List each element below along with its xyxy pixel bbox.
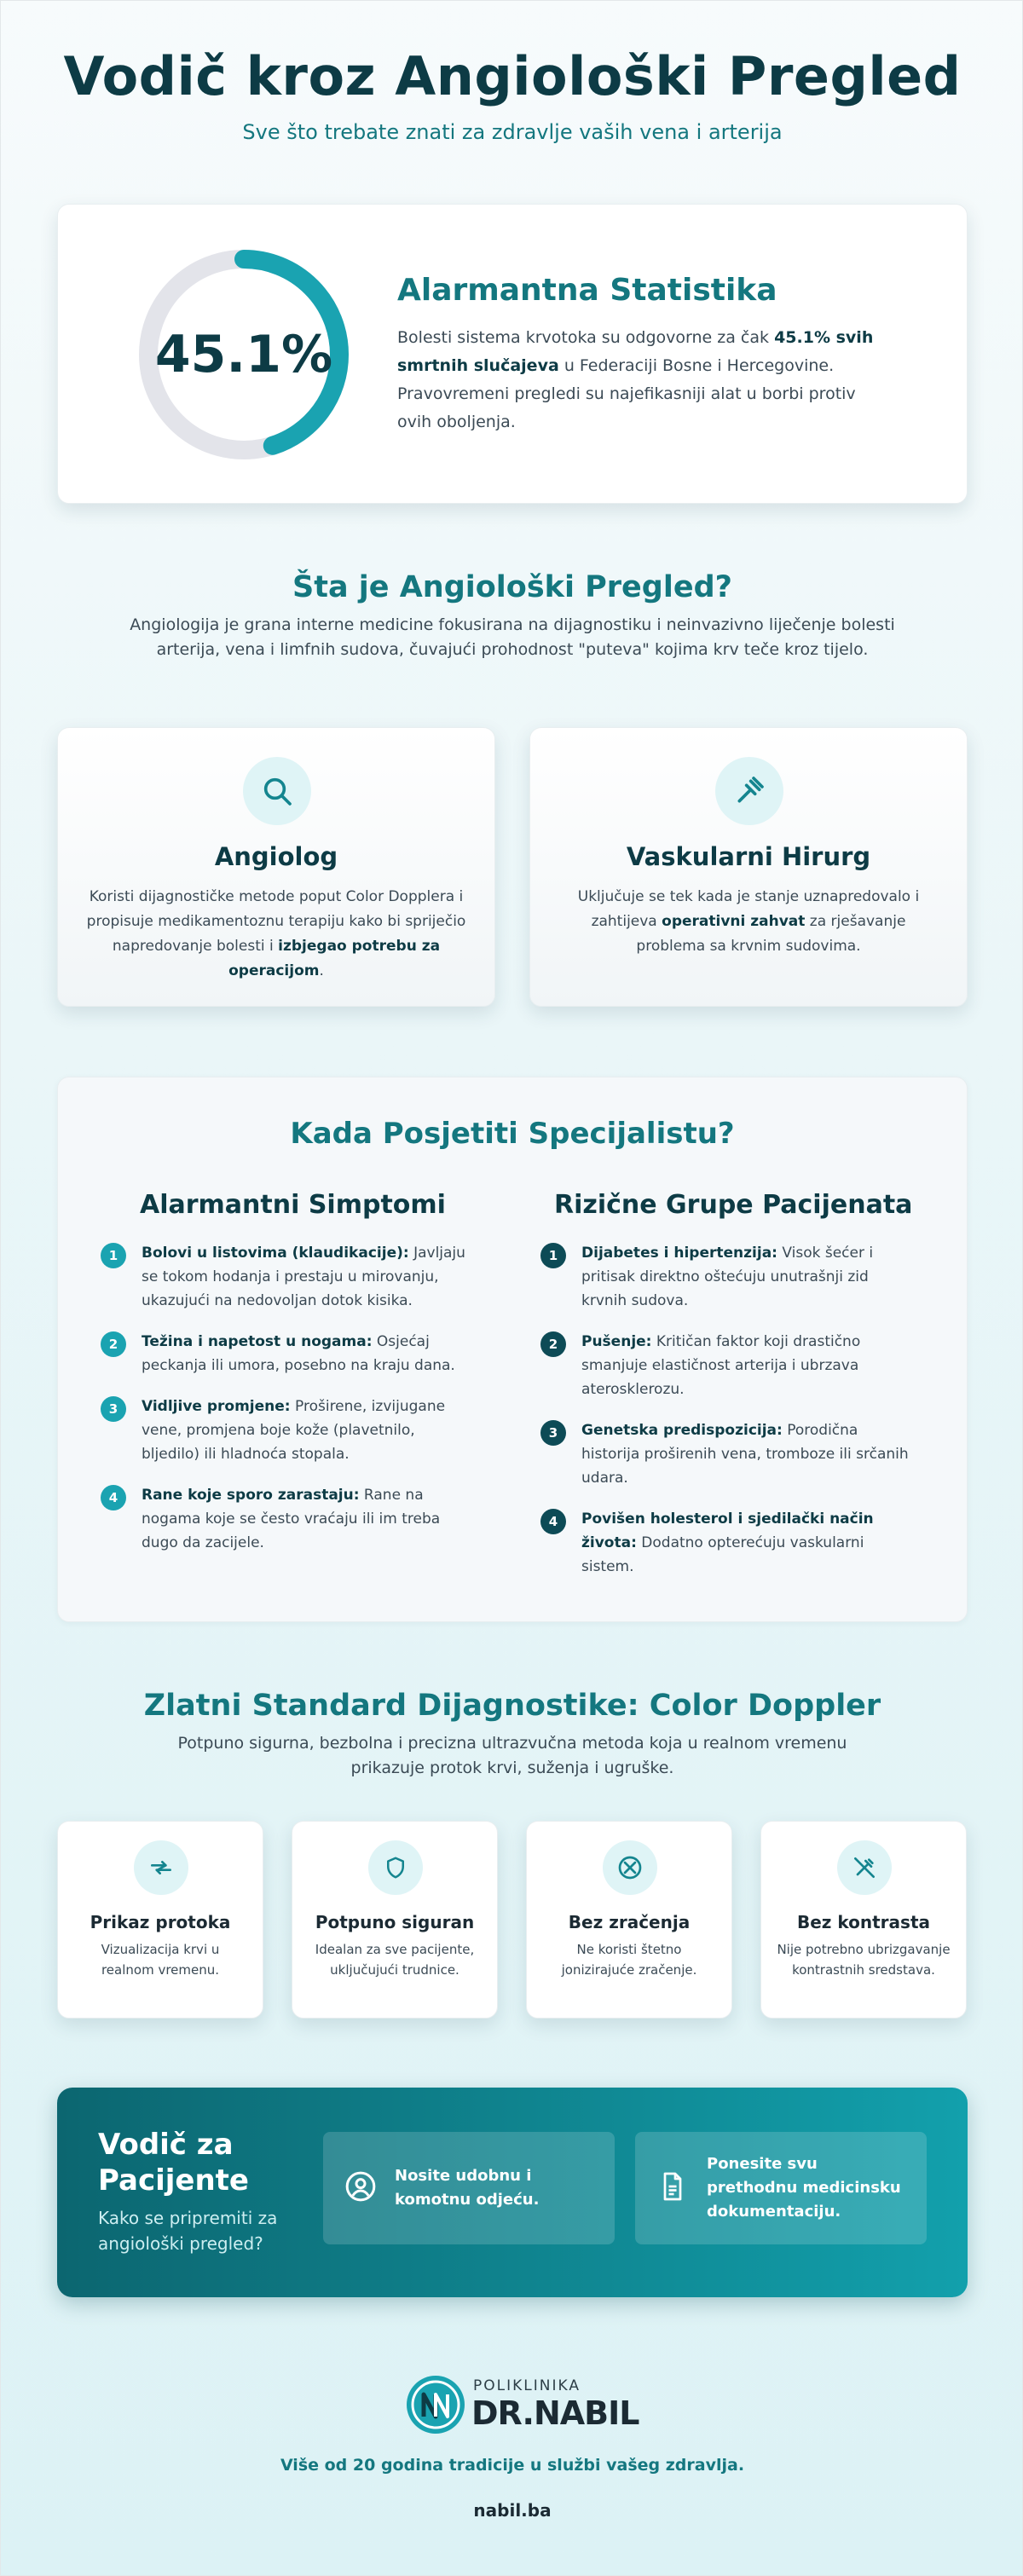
number-badge: 1 <box>101 1243 126 1268</box>
role-title: Angiolog <box>214 842 338 871</box>
list-item: 3 Genetska predispozicija: Porodična historija proširenih vena, tromboze ili srčanih udara. <box>540 1418 916 1490</box>
feature-text: Vizualizacija krvi u realnom vremenu. <box>101 1942 220 1978</box>
logo-small-text: POLIKLINIKA <box>473 2377 581 2394</box>
page-subtitle: Sve što trebate znati za zdravlje vaših vena i arterija <box>242 120 783 144</box>
statistic-card <box>57 204 968 504</box>
number-badge: 2 <box>101 1331 126 1357</box>
guide-subtitle: Kako se pripremiti za angiološki pregled? <box>98 2208 278 2254</box>
user-circle-icon <box>342 2168 379 2205</box>
list-item: 2 Pušenje: Kritičan faktor koji drastično smanjuje elastičnost arterija i ubrzava aterosklerozu. <box>540 1330 916 1401</box>
doppler-title: Zlatni Standard Dijagnostike: Color Doppler <box>143 1689 881 1723</box>
guide-tip <box>323 2132 615 2244</box>
role-text: Koristi dijagnostičke metode poput Color Dopplera i propisuje medikamentoznu terapiju kako bi spriječio napredovanje bolesti i izbjegao potrebu za operacijom. <box>86 888 466 979</box>
number-badge: 1 <box>540 1243 566 1268</box>
risk-groups-title: Rizične Grupe Pacijenata <box>554 1190 913 1220</box>
feature-title: Potpuno siguran <box>315 1912 475 1932</box>
what-is-text: Angiologija je grana interne medicine fokusirana na dijagnostiku i neinvazivno liječenje bolesti arterija, vena i limfnih sudova, čuvajući prohodnost "puteva" kojima krv teče kroz tijelo. <box>130 615 895 659</box>
guide-title: Vodič za Pacijente <box>98 2128 249 2198</box>
page-title: Vodič kroz Angiološki Pregled <box>63 45 962 107</box>
symptoms-list <box>101 1241 476 1572</box>
statistic-text: Bolesti sistema krvotoka su odgovorne za čak 45.1% svih smrtnih slučajeva u Federaciji Bosne i Hercegovine. Pravovremeni pregledi su najefikasniji alat u borbi protiv ovih oboljenja. <box>397 328 874 431</box>
no-syringe-icon <box>837 1840 892 1895</box>
feature-card-safe <box>292 1821 498 2019</box>
number-badge: 3 <box>540 1420 566 1446</box>
number-badge: 2 <box>540 1331 566 1357</box>
shield-icon <box>368 1840 423 1895</box>
logo-big-text: DR.NABIL <box>471 2394 639 2432</box>
feature-title: Prikaz protoka <box>90 1912 231 1932</box>
patient-guide-banner <box>57 2088 968 2297</box>
guide-tip-text: Nosite udobnu i komotnu odjeću. <box>395 2167 540 2209</box>
number-badge: 3 <box>101 1396 126 1422</box>
role-text: Uključuje se tek kada je stanje uznapredovalo i zahtijeva operativni zahvat za rješavanje problema sa krvnim sudovima. <box>577 888 920 955</box>
document-icon <box>654 2168 691 2205</box>
clinic-logo[interactable] <box>405 2371 639 2439</box>
logo-mark-icon <box>405 2374 466 2435</box>
list-item: 4 Povišen holesterol i sjedilački način života: Dodatno opterećuju vaskularni sistem. <box>540 1507 916 1579</box>
feature-card-flow <box>57 1821 263 2019</box>
feature-text: Idealan za sve pacijente, uključujući trudnice. <box>315 1942 475 1978</box>
risk-groups-list <box>540 1241 916 1596</box>
feature-title: Bez kontrasta <box>796 1912 931 1932</box>
list-item: 3 Vidljive promjene: Proširene, izvijugane vene, promjena boje kože (plavetnilo, bljedilo) ili hladnoća stopala. <box>101 1395 476 1466</box>
role-title: Vaskularni Hirurg <box>626 842 871 871</box>
when-to-visit-title: Kada Posjetiti Specijalistu? <box>290 1117 735 1151</box>
number-badge: 4 <box>101 1485 126 1510</box>
list-item: 1 Dijabetes i hipertenzija: Visok šećer i pritisak direktno oštećuju unutrašnji zid krvnih sudova. <box>540 1241 916 1313</box>
feature-text: Ne koristi štetno jonizirajuće zračenje. <box>561 1942 697 1978</box>
number-badge: 4 <box>540 1509 566 1534</box>
search-icon <box>243 757 311 825</box>
no-radiation-icon <box>603 1840 657 1895</box>
role-card-vaskularni-hirurg <box>529 727 968 1007</box>
when-to-visit-card <box>57 1077 968 1622</box>
guide-tip <box>635 2132 927 2244</box>
list-item: 4 Rane koje sporo zarastaju: Rane na nogama koje se često vraćaju ili im treba dugo da zacijele. <box>101 1483 476 1555</box>
statistic-title: Alarmantna Statistika <box>397 273 777 308</box>
list-item: 2 Težina i napetost u nogama: Osjećaj peckanja ili umora, posebno na kraju dana. <box>101 1330 476 1378</box>
feature-text: Nije potrebno ubrizgavanje kontrastnih sredstava. <box>777 1942 951 1978</box>
doppler-text: Potpuno sigurna, bezbolna i precizna ultrazvučna metoda koja u realnom vremenu prikazuje protok krvi, suženja i ugruške. <box>177 1734 847 1777</box>
symptoms-title: Alarmantni Simptomi <box>140 1190 446 1220</box>
scalpel-icon <box>715 757 783 825</box>
website-link[interactable]: nabil.ba <box>473 2500 552 2521</box>
feature-title: Bez zračenja <box>568 1912 691 1932</box>
statistic-value: 45.1% <box>154 325 333 384</box>
feature-card-no-radiation <box>526 1821 732 2019</box>
list-item: 1 Bolovi u listovima (klaudikacije): Javljaju se tokom hodanja i prestaju u mirovanju, ukazujući na nedovoljan dotok kisika. <box>101 1241 476 1313</box>
feature-card-no-contrast <box>760 1821 967 2019</box>
what-is-title: Šta je Angiološki Pregled? <box>292 570 732 604</box>
role-card-angiolog <box>57 727 495 1007</box>
footer-tagline: Više od 20 godina tradicije u službi vašeg zdravlja. <box>280 2456 745 2475</box>
guide-tip-text: Ponesite svu prethodnu medicinsku dokumentaciju. <box>707 2155 901 2221</box>
flow-arrows-icon <box>134 1840 188 1895</box>
